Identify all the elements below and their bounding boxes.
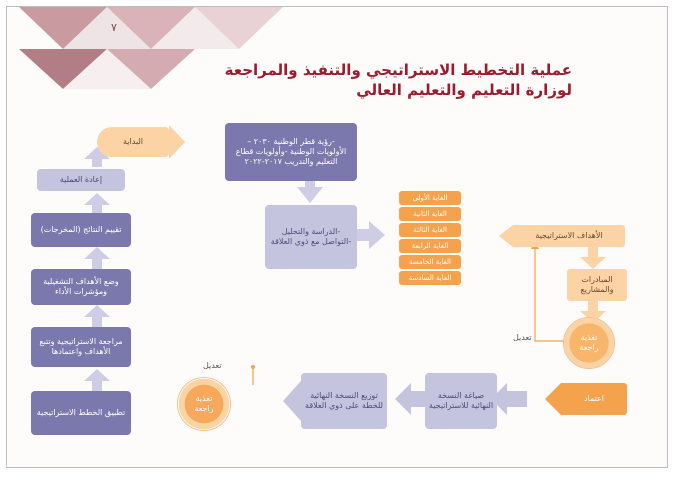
- arrow-evaluate-restart: [84, 193, 110, 213]
- goal-6-label: الغاية السادسة: [408, 274, 452, 282]
- initiatives-label: المبادرات والمشاريع: [580, 275, 614, 294]
- arrow-drafting-distribution: [395, 383, 427, 415]
- study-box: [265, 205, 357, 269]
- modify-left-dot: [251, 365, 255, 369]
- goal-1: [399, 191, 461, 205]
- distribution-box: [301, 373, 387, 429]
- review-label: مراجعة الاستراتيجية وتتبع الأهداف واعتمادها: [39, 337, 123, 356]
- goal-6: [399, 271, 461, 285]
- modify-left-label: تعديل: [203, 361, 222, 370]
- kpis-label: وضع الأهداف التشغيلية ومؤشرات الأداء: [43, 277, 119, 296]
- initiatives-box: [567, 269, 627, 301]
- drafting-box: [425, 373, 497, 429]
- goal-5-label: الغاية الخامسة: [409, 258, 451, 266]
- distribution-arrow-head: [283, 381, 301, 421]
- feedback-left-circle: [177, 377, 231, 431]
- approval-label: اعتماد: [583, 394, 605, 403]
- objectives-label: الأهداف الاستراتيجية: [535, 231, 603, 240]
- page-frame: [6, 6, 668, 468]
- start-label: البداية: [123, 137, 144, 146]
- title-line-1: عملية التخطيط الاستراتيجي والتنفيذ والمراجعة: [224, 61, 572, 79]
- modify-right-line: [535, 245, 565, 341]
- drafting-label: صياغة النسخة النهائية للاستراتيجية: [428, 391, 494, 410]
- implement-box: [31, 391, 131, 435]
- arrow-kpis-evaluate: [84, 247, 110, 269]
- arrow-implement-review: [84, 369, 110, 391]
- goal-5: [399, 255, 461, 269]
- feedback-right-circle: [563, 317, 615, 369]
- kpis-box: [31, 269, 131, 305]
- goal-2: [399, 207, 461, 221]
- arrow-review-kpis: [84, 305, 110, 327]
- page-number: ٧: [111, 21, 117, 34]
- restart-box: [37, 169, 125, 191]
- arrow-objectives-initiatives: [580, 247, 606, 269]
- goal-1-label: الغاية الأولى: [412, 194, 448, 202]
- feedback-right-label: تغذية راجعة: [579, 333, 599, 352]
- vision-box: [225, 123, 357, 181]
- start-arrow-head: [169, 125, 185, 159]
- title-line-2: لوزارة التعليم والتعليم العالي: [356, 81, 572, 99]
- objectives-arrow-head: [499, 225, 513, 247]
- goal-4-label: الغاية الرابعة: [411, 242, 449, 250]
- approval-box: [561, 383, 627, 415]
- distribution-label: توزيع النسخة النهائية للخطة على ذوي العلاقة: [305, 391, 383, 410]
- feedback-left-label: تغذية راجعة: [194, 394, 214, 413]
- review-box: [31, 327, 131, 367]
- arrow-vision-study: [297, 179, 323, 203]
- evaluate-box: [31, 213, 131, 247]
- evaluate-label: تقييم النتائج (المخرجات): [40, 225, 122, 234]
- approval-arrow-head: [545, 383, 561, 415]
- start-box: [97, 127, 169, 157]
- goal-4: [399, 239, 461, 253]
- goal-2-label: الغاية الثانية: [413, 210, 447, 218]
- study-label: -الدراسة والتحليل -التواصل مع ذوي العلاقة: [270, 227, 352, 246]
- implement-label: تطبيق الخطط الاستراتيجية: [36, 408, 126, 417]
- vision-label: -رؤية قطر الوطنية ٢٠٣٠ – الأولويات الوطنية -وأولويات قطاع التعليم والتدريب ٢٠١٧-٢٠٢٢: [235, 137, 347, 166]
- restart-label: إعادة العملية: [59, 175, 103, 184]
- goal-3-label: الغاية الثالثة: [413, 226, 447, 234]
- modify-right-label: تعديل: [513, 333, 532, 342]
- objectives-box: [513, 225, 625, 247]
- goal-3: [399, 223, 461, 237]
- arrow-study-goals: [357, 221, 385, 249]
